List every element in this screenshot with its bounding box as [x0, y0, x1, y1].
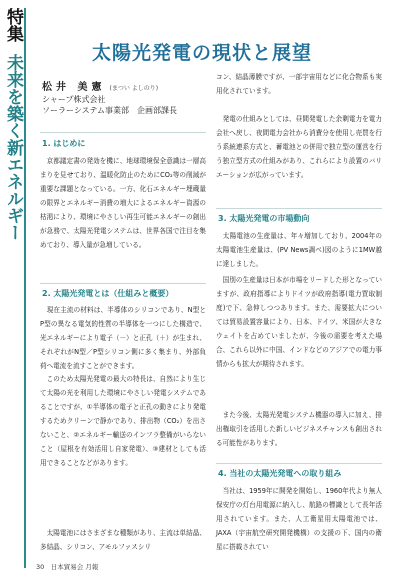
section-heading-3: 3. 太陽光発電の市場動向: [218, 214, 310, 223]
paragraph: 京都議定書の発効を機に、地球環境保全意識は一層高まりを見せており、温暖化防止のためにCO₂等の削減が重要な課題となっている。一方、化石エネルギー埋蔵量の限界とエネルギー消費の増大によるエネルギー資源の枯渇により、環境にやさしい再生可能エネルギーの創出が急務で、太陽光発電システムは、世界各国で注目を集めており、導入量が急増している。: [40, 157, 206, 249]
sidebar-rule: [24, 8, 26, 568]
author-dept: ソーラーシステム事業部 企画部課長: [42, 106, 178, 115]
author-kana: (まつい よしのり): [109, 85, 159, 92]
paragraph: 発電の仕組みとしては、昼間発電した余剰電力を電力会社へ戻し、夜間電力会社から消費分を使用し売買を行う系統連系方式と、蓄電池との併用で独立型の運営を行う独立型方式の仕組みがあり、これらにより設置のバリエーションが広がっています。: [216, 115, 382, 179]
page-footer: 30 日本貿易会 月報: [36, 563, 99, 571]
section-rule: [216, 208, 382, 209]
feature-title-vertical: [3, 8, 23, 241]
paragraph: 当社は、1959年に開発を開始し、1960年代より無人保安庁の灯台用電源に納入し、航路の標識として長年活用されています。また、人工衛星用太陽電池では、JAXA（宇宙航空研究開発機構）の支援の下、国内の衛星に搭載されてい: [216, 487, 382, 551]
paragraph: 太陽電池の生産量は、年々増加しており、2004年の太陽電池生産量は、(PV News調べ)図のように1MW越に達しました。: [216, 232, 382, 268]
paragraph: 太陽電池にはさまざまな種類があり、主流は単結晶、多結晶、シリコン、アモルファスシリ: [40, 529, 206, 551]
paragraph: また今後、太陽光発電システム機器の導入に加え、排出権取引を活用した新しいビジネスチャンスも創出される可能性があります。: [216, 411, 382, 447]
author-name: 松井 美憲: [42, 82, 106, 93]
author-company: シャープ株式会社: [42, 95, 106, 104]
author-block: [42, 82, 177, 116]
sidebar: [0, 0, 28, 580]
section-heading-1: 1. はじめに: [42, 139, 86, 148]
paragraph: 国別の生産量は日本が市場をリードした形となっていますが、政府指導によりドイツが政府指導(電力買取制度)で下、急伸しつつあります。また、需要拡大については貿易設置容量により、日本、ドイツ、米国が大きなウェイトを占めていましたが、今後の需要を考えた場合、これら以外に中国、インドなどのアジアでの電力事情からも拡大が期待されます。: [216, 276, 382, 368]
section-rule: [40, 132, 206, 133]
section-heading-2: 2. 太陽光発電とは（仕組みと概要）: [42, 289, 174, 298]
section-rule: [40, 283, 206, 284]
feature-tag: 特集: [3, 8, 23, 42]
paragraph: このため太陽光発電の最大の特長は、自然により生じて太陽の光を利用した環境にやさしい発電システムであることですが、①半導体の電子と正孔の動きにより発電するためクリーンで静かであり、排出物（CO₂）を出さないこと、②エネルギー輸送のインフラ整備がいらないこと（屋根を有効活用し自家発電）、③建材としても活用できることなどがあります。: [40, 375, 206, 467]
paragraph: コン、結晶薄膜ですが、一部宇宙用などに化合物系も実用化されています。: [216, 73, 382, 95]
section-rule: [216, 463, 382, 464]
section-heading-4: 4. 当社の太陽光発電への取り組み: [218, 469, 342, 478]
feature-title: 未来を築く新エネルギー: [3, 53, 23, 241]
paragraph: 現在主流の材料は、半導体のシリコンであり、N型とP型の異なる電気的性質の半導体を一つにした構造で、光エネルギーにより電子（－）と正孔（＋）が生まれ、それぞれがN型／P型シリコン側に多く集まり、外部負荷へ電流を流すことができます。: [40, 306, 206, 370]
article-title: 太陽光発電の現状と展望: [92, 42, 313, 64]
